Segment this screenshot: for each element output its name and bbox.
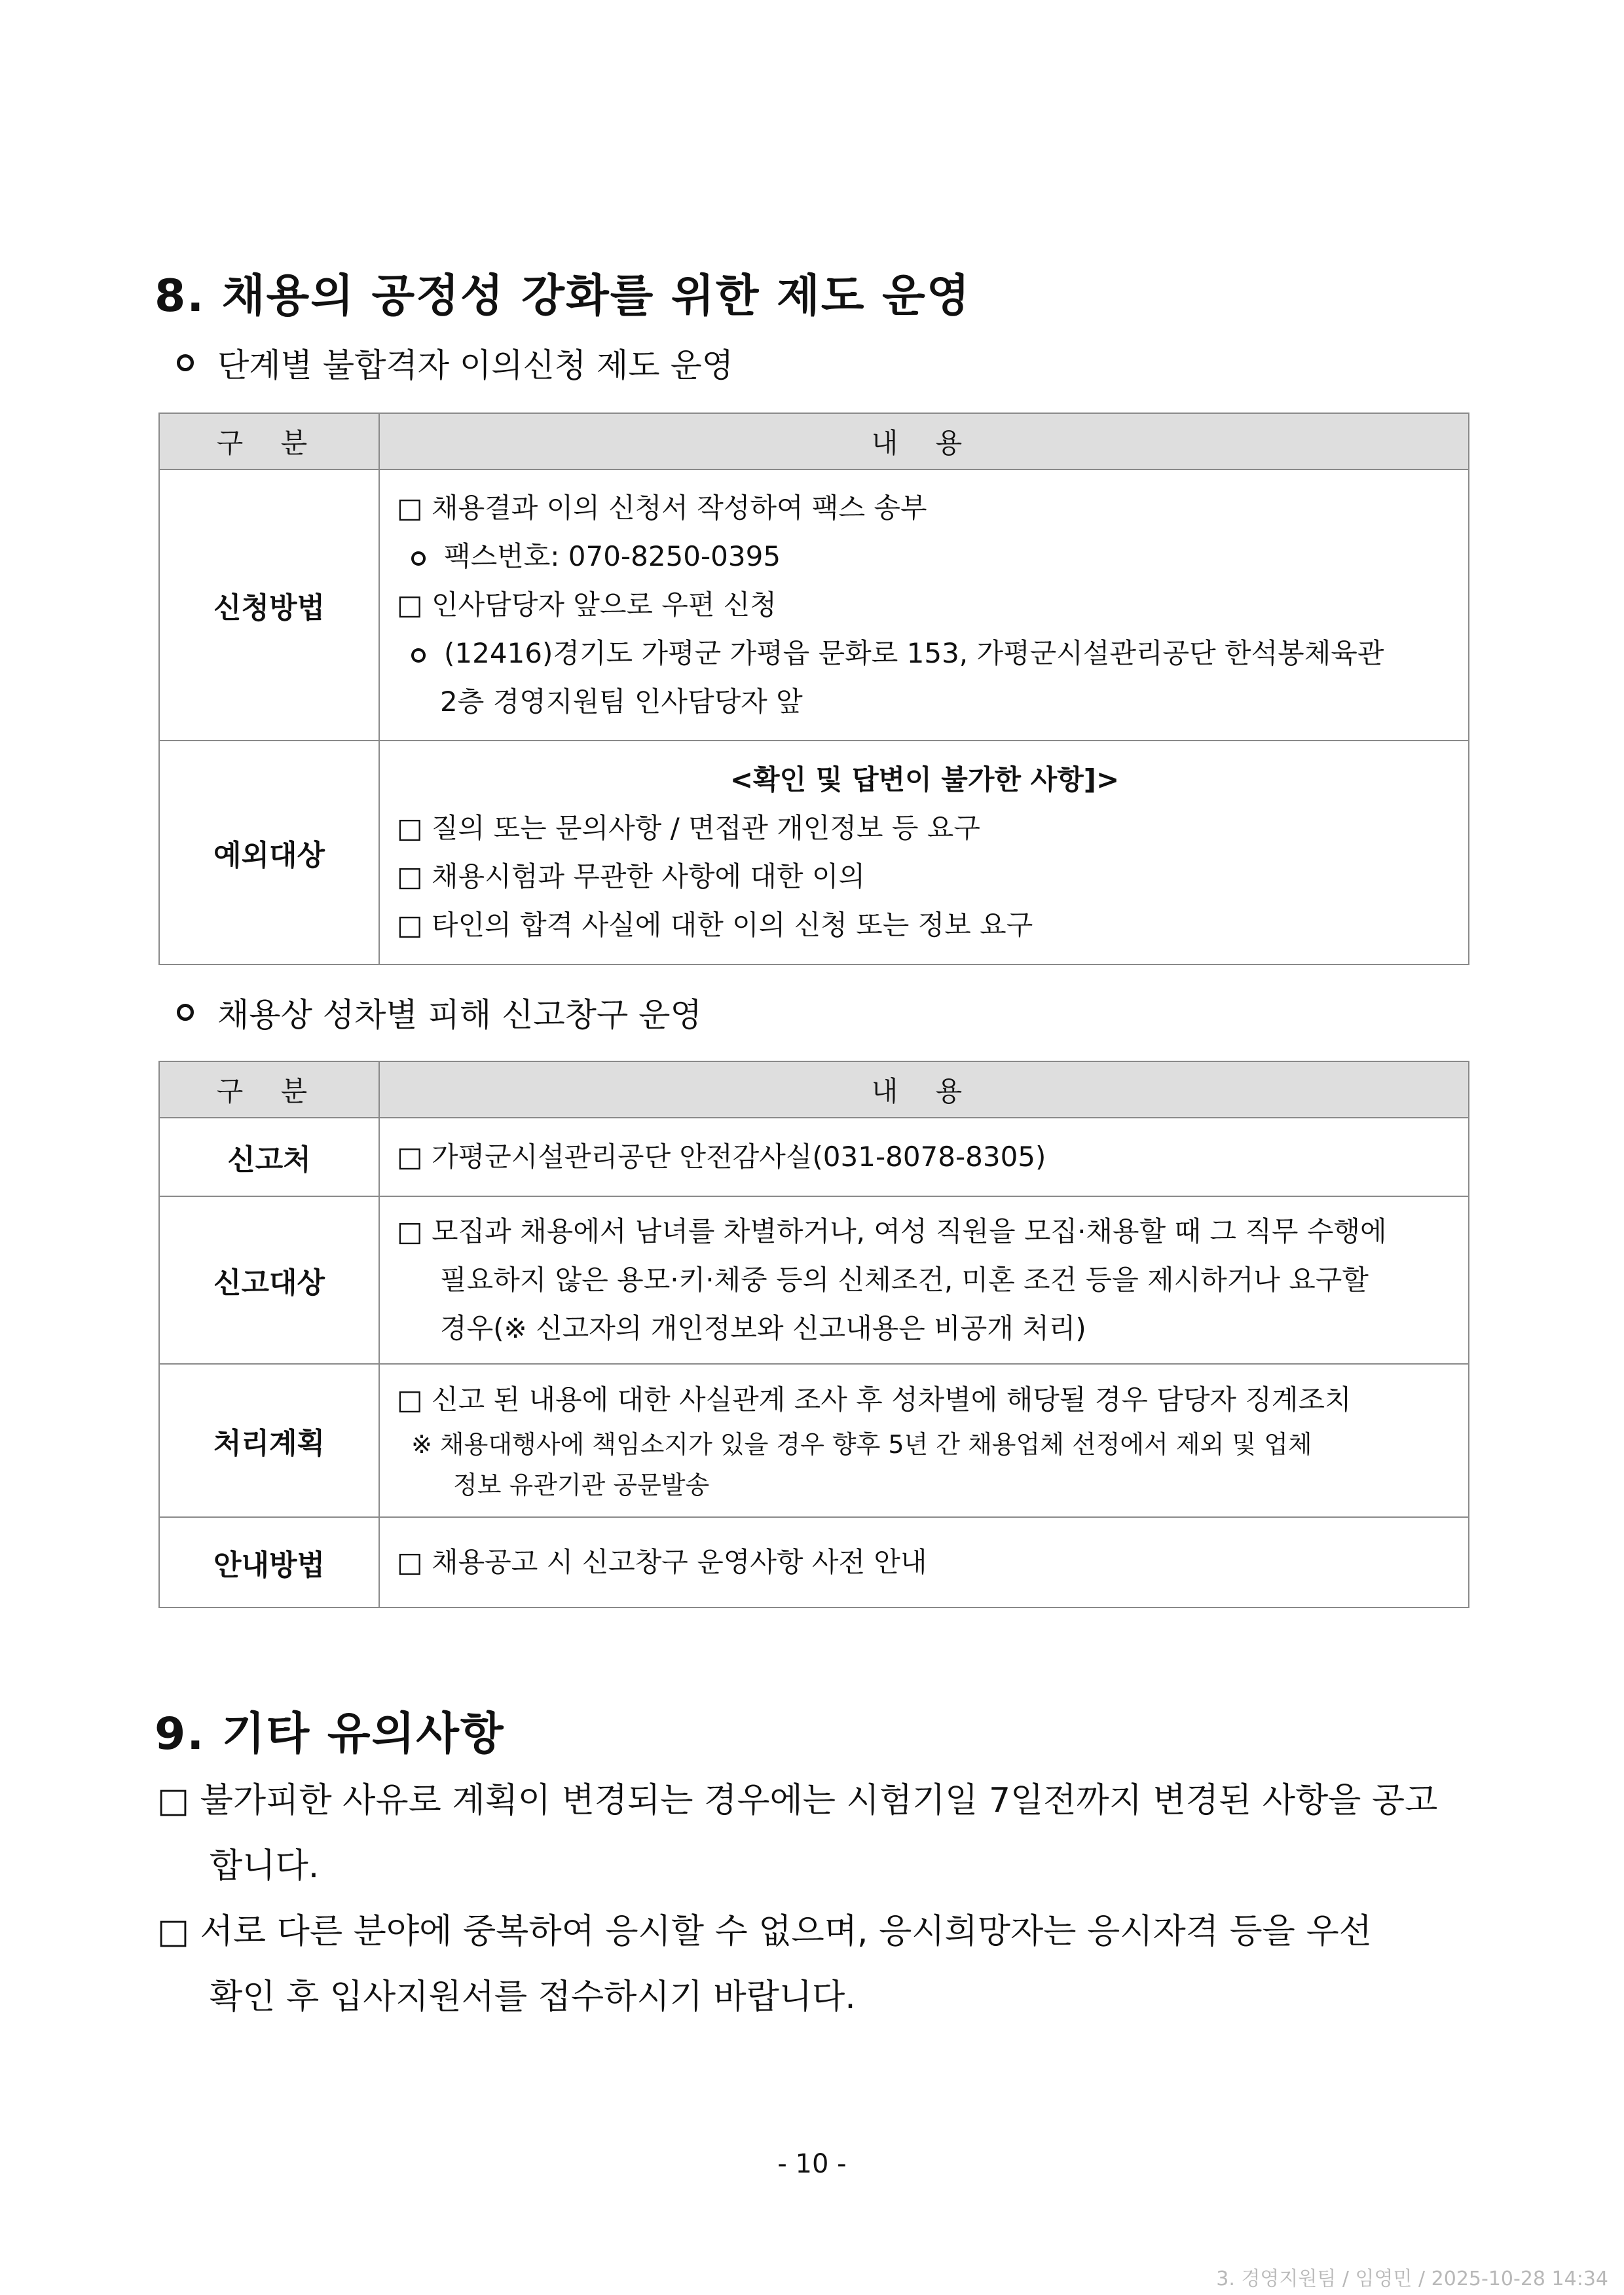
table-row	[159, 1196, 1469, 1364]
content-line	[397, 629, 1452, 678]
notice-item-2-line-2: 확인 후 입사지원서를 접수하시기 바랍니다.	[210, 1977, 856, 2017]
section-9-title: 9. 기타 유의사항	[155, 1708, 505, 1760]
page-number: - 10 -	[777, 2149, 847, 2179]
content-line: □ 채용결과 이의 신청서 작성하여 팩스 송부	[397, 492, 927, 524]
content-note-line: ※ 채용대행사에 책임소지가 있을 경우 향후 5년 간 채용업체 선정에서 제외 및 업체	[411, 1430, 1312, 1459]
row-content-guide-method	[379, 1517, 1469, 1607]
notice-item-1-line-1: □ 불가피한 사유로 계획이 변경되는 경우에는 시험기일 7일전까지 변경된 사항을 공고	[157, 1781, 1438, 1820]
content-line: 필요하지 않은 용모·키·체중 등의 신체조건, 미혼 조건 등을 제시하거나 요구할	[440, 1264, 1369, 1296]
table-header-row	[159, 413, 1469, 469]
row-content-report-office	[379, 1118, 1469, 1196]
header-content: 내 용	[379, 1061, 1469, 1118]
content-line: □ 신고 된 내용에 대한 사실관계 조사 후 성차별에 해당될 경우 담당자 징계조치	[397, 1384, 1352, 1416]
content-line: 2층 경영지원팀 인사담당자 앞	[440, 686, 803, 718]
document-stamp: 3. 경영지원팀 / 임영민 / 2025-10-28 14:34	[1216, 2267, 1608, 2290]
notice-item-1	[157, 1768, 1473, 1899]
row-label-report-target: 신고대상	[159, 1196, 379, 1364]
row-content-method	[379, 469, 1469, 741]
row-content-exception	[379, 741, 1469, 964]
row-label-report-office: 신고처	[159, 1118, 379, 1196]
circle-bullet-icon	[177, 354, 194, 371]
content-line: □ 모집과 채용에서 남녀를 차별하거나, 여성 직원을 모집·채용할 때 그 직무 수행에	[397, 1215, 1387, 1247]
row-content-processing-plan	[379, 1364, 1469, 1517]
row-label-processing-plan: 처리계획	[159, 1364, 379, 1517]
table-row	[159, 1517, 1469, 1607]
row-content-report-target	[379, 1196, 1469, 1364]
header-category: 구 분	[159, 413, 379, 469]
fax-number: 팩스번호: 070-8250-0395	[444, 540, 781, 572]
sub-heading-objection	[177, 339, 733, 386]
sub-heading-discrimination	[177, 989, 702, 1036]
sub-heading-objection-text: 단계별 불합격자 이의신청 제도 운영	[217, 346, 734, 384]
sub-heading-discrimination-text: 채용상 성차별 피해 신고창구 운영	[217, 996, 702, 1034]
exception-heading: <확인 및 답변이 불가한 사항]>	[729, 763, 1120, 796]
section-8-title: 8. 채용의 공정성 강화를 위한 제도 운영	[155, 270, 971, 322]
circle-bullet-icon	[411, 551, 426, 566]
table-header-row	[159, 1061, 1469, 1118]
table-row	[159, 469, 1469, 741]
content-line: □ 인사담당자 앞으로 우편 신청	[397, 589, 777, 621]
content-line: 경우(※ 신고자의 개인정보와 신고내용은 비공개 처리)	[440, 1312, 1086, 1344]
header-content: 내 용	[379, 413, 1469, 469]
content-line: □ 채용공고 시 신고창구 운영사항 사전 안내	[397, 1546, 927, 1578]
row-label-method: 신청방법	[159, 469, 379, 741]
mail-address: (12416)경기도 가평군 가평읍 문화로 153, 가평군시설관리공단 한석봉체육관	[444, 637, 1384, 669]
objection-table	[158, 413, 1469, 965]
notice-item-1-line-2: 합니다.	[210, 1846, 320, 1886]
table-row	[159, 1364, 1469, 1517]
circle-bullet-icon	[411, 648, 426, 663]
content-line	[397, 532, 1452, 581]
content-line: □ 타인의 합격 사실에 대한 이의 신청 또는 정보 요구	[397, 909, 1033, 941]
notice-item-2	[157, 1899, 1473, 2030]
content-line: □ 채용시험과 무관한 사항에 대한 이의	[397, 860, 866, 892]
table-row	[159, 741, 1469, 964]
row-label-guide-method: 안내방법	[159, 1517, 379, 1607]
notice-item-2-line-1: □ 서로 다른 분야에 중복하여 응시할 수 없으며, 응시희망자는 응시자격 등을 우선	[157, 1912, 1372, 1951]
discrimination-table	[158, 1061, 1469, 1608]
row-label-exception: 예외대상	[159, 741, 379, 964]
content-line: □ 가평군시설관리공단 안전감사실(031-8078-8305)	[397, 1141, 1046, 1173]
content-note-line: 정보 유관기관 공문발송	[453, 1471, 710, 1499]
header-category: 구 분	[159, 1061, 379, 1118]
table-row	[159, 1118, 1469, 1196]
circle-bullet-icon	[177, 1004, 194, 1021]
content-line: □ 질의 또는 문의사항 / 면접관 개인정보 등 요구	[397, 812, 980, 844]
